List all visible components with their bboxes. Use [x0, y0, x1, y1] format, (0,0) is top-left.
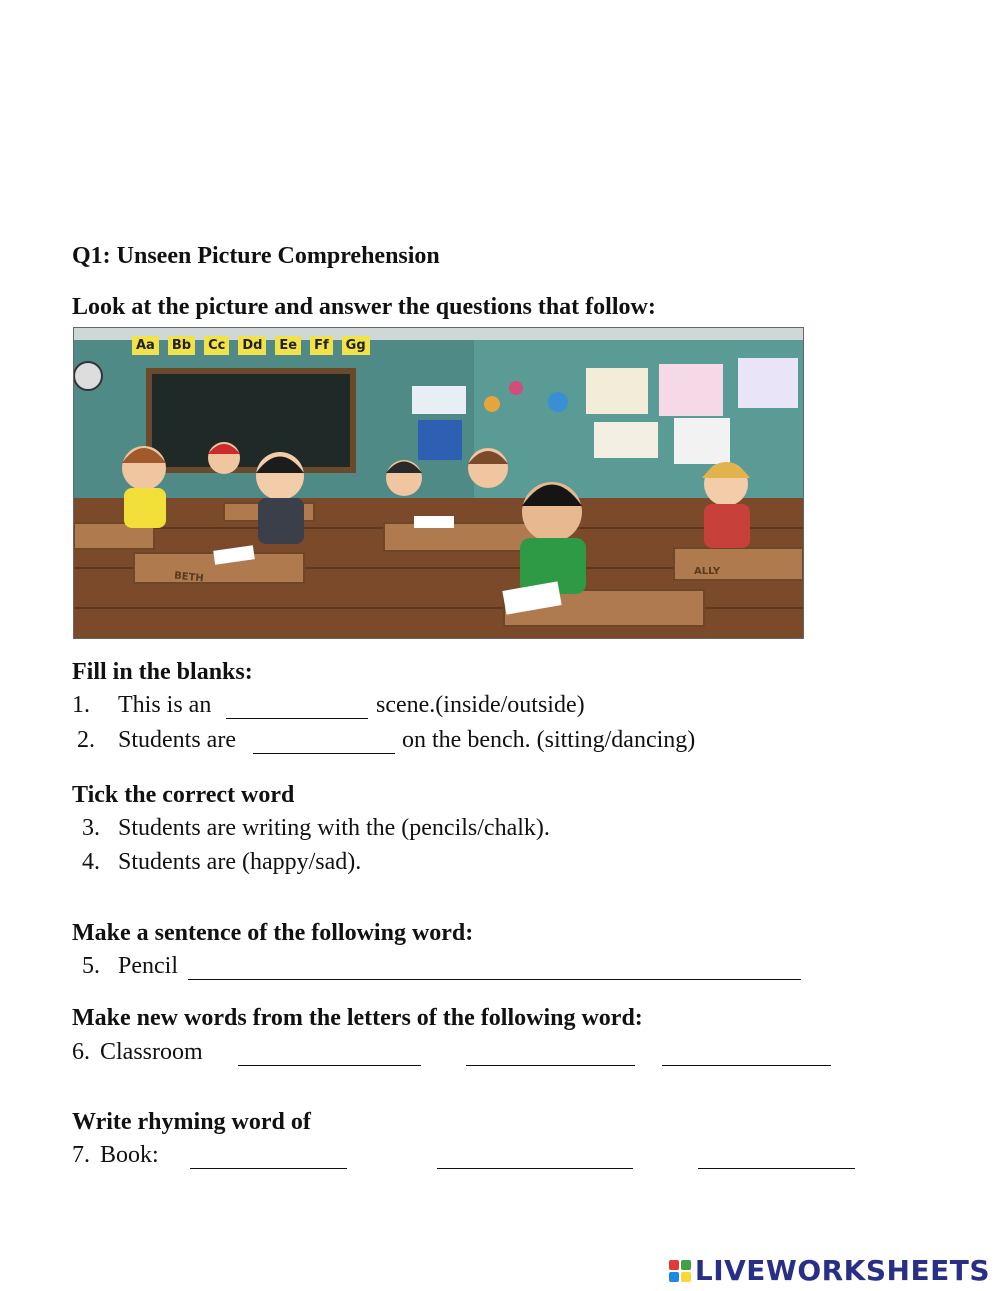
rhyme-answer-line[interactable] [437, 1168, 633, 1169]
rhyme-answer-line[interactable] [190, 1168, 347, 1169]
answer-blank[interactable] [226, 718, 368, 719]
sentence-number: 5. [82, 953, 100, 979]
tick-item-text[interactable]: Students are (happy/sad). [118, 849, 362, 875]
rhyme-word: Book: [100, 1142, 159, 1168]
blank-item-number: 2. [77, 727, 95, 753]
blank-item-text: Students are [118, 727, 236, 753]
answer-blank[interactable] [253, 753, 395, 754]
new-words-word: Classroom [100, 1039, 203, 1065]
new-word-answer-line[interactable] [466, 1065, 635, 1066]
blank-item-text: on the bench. (sitting/dancing) [402, 727, 696, 753]
tick-item-text[interactable]: Students are writing with the (pencils/chalk). [118, 815, 550, 841]
alphabet-card: Aa [132, 336, 159, 355]
alphabet-card: Ee [275, 336, 301, 355]
tick-item-number: 4. [82, 849, 100, 875]
brand-name: LIVEWORKSHEETS [694, 1254, 990, 1287]
alphabet-card: Gg [342, 336, 370, 355]
tick-heading: Tick the correct word [72, 782, 295, 808]
logo-squares-icon [669, 1260, 691, 1282]
blank-item-number: 1. [72, 692, 90, 718]
new-word-answer-line[interactable] [662, 1065, 831, 1066]
blank-item-text: This is an [118, 692, 212, 718]
liveworksheets-logo [669, 1254, 990, 1287]
fill-blanks-heading: Fill in the blanks: [72, 659, 253, 685]
alphabet-card: Dd [238, 336, 266, 355]
rhyme-heading: Write rhyming word of [72, 1109, 311, 1135]
desk-name-label: BETH [173, 570, 205, 585]
rhyme-number: 7. [72, 1142, 90, 1168]
rhyme-answer-line[interactable] [698, 1168, 855, 1169]
alphabet-card: Ff [310, 336, 333, 355]
alphabet-card: Bb [168, 336, 195, 355]
sentence-heading: Make a sentence of the following word: [72, 920, 474, 946]
classroom-picture [73, 327, 804, 639]
blank-item-text: scene.(inside/outside) [376, 692, 585, 718]
new-words-number: 6. [72, 1039, 90, 1065]
desk-name-label: ALLY [694, 566, 721, 577]
new-word-answer-line[interactable] [238, 1065, 421, 1066]
tick-item-number: 3. [82, 815, 100, 841]
alphabet-card: Cc [204, 336, 229, 355]
new-words-heading: Make new words from the letters of the following word: [72, 1005, 643, 1031]
sentence-word: Pencil [118, 953, 178, 979]
question-title: Q1: Unseen Picture Comprehension [72, 243, 440, 269]
sentence-answer-line[interactable] [188, 979, 801, 980]
instruction-text: Look at the picture and answer the questions that follow: [72, 294, 656, 320]
